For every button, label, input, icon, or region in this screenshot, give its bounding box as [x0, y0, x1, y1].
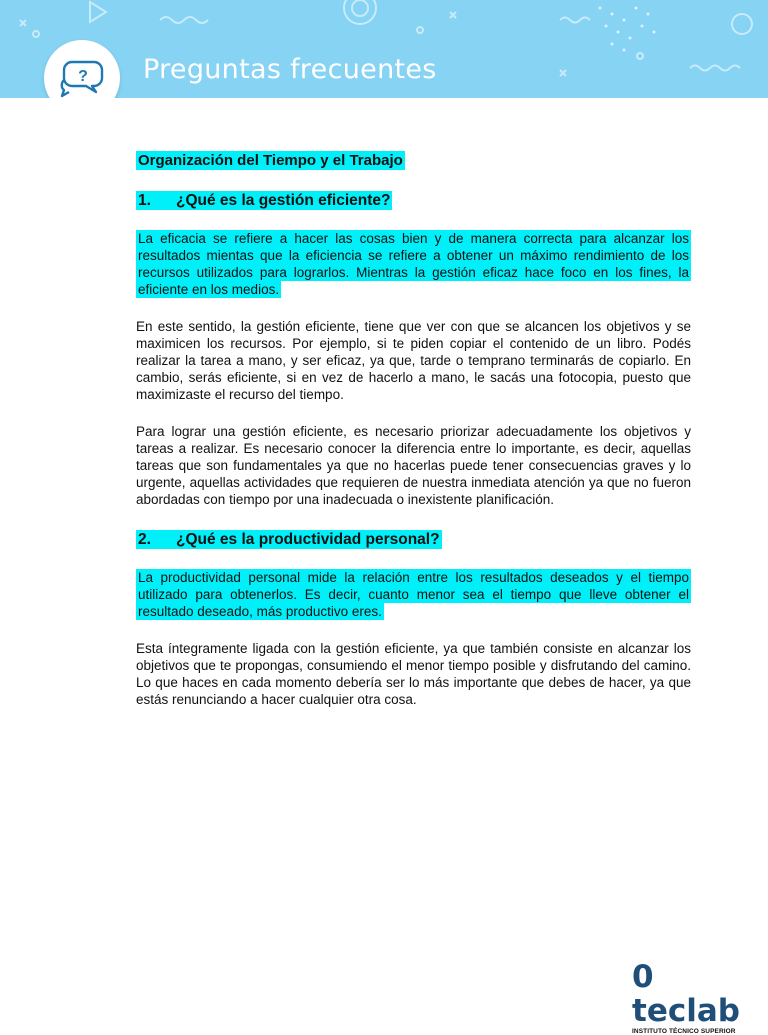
question-heading: [136, 192, 691, 210]
brand-name: 0 teclab: [632, 959, 740, 1029]
page-header: [0, 0, 768, 98]
paragraph: En este sentido, la gestión eficiente, tiene que ver con que se alcancen los objetivos y se maximicen los recursos. Por ejemplo, si te piden copiar el contenido de un libro. Podés realizar la tarea a mano, y ser eficaz, ya que, tarde o temprano terminarás de copiarlo. En cambio, serás eficiente, si en vez de hacerlo a mano, le sacás una fotocopia, puesto que maximizaste el recurso del tiempo.: [136, 319, 691, 402]
svg-text:?: ?: [78, 68, 88, 85]
highlighted-paragraph: La productividad personal mide la relación entre los resultados deseados y el tiempo utilizado para obtenerlos. Es decir, cuanto menor sea el tiempo que lleve obtener el resultado deseado, más productivo eres.: [138, 570, 689, 619]
question-heading: [136, 531, 691, 549]
paragraph: Esta íntegramente ligada con la gestión eficiente, ya que también consiste en alcanzar los objetivos que te propongas, consumiendo el menor tiempo posible y disfrutando del camino. Lo que haces en cada momento debería ser lo más importante que debes de hacer, ya que estás renunciando a hacer cualquier otra cosa.: [136, 641, 691, 707]
question-number: 1.: [138, 192, 151, 209]
brand-subtitle: INSTITUTO TÉCNICO SUPERIOR: [632, 1028, 736, 1035]
page-title: Preguntas frecuentes: [143, 54, 437, 85]
question-title: ¿Qué es la productividad personal?: [176, 531, 440, 548]
paragraph: Para lograr una gestión eficiente, es necesario priorizar adecuadamente los objetivos y tareas a realizar. Es necesario conocer la diferencia entre lo importante, es decir, aquellas tareas que son fundamentales ya que no hacerlas puede tener consecuencias graves y lo urgente, aquellas actividades que requieren de nuestra inmediata atención ya que no fueron abordadas con tiempo por una inadecuada o inexistente planificación.: [136, 424, 691, 507]
question-title: ¿Qué es la gestión eficiente?: [176, 192, 391, 209]
section-title: Organización del Tiempo y el Trabajo: [138, 152, 403, 169]
highlighted-paragraph: La eficacia se refiere a hacer las cosas bien y de manera correcta para alcanzar los resultados mientas que la eficiencia se refiere a obtener un máximo rendimiento de los recursos utilizados para lograrlos. Mientras la gestión eficaz hace foco en los fines, la eficiente en los medios.: [138, 231, 689, 297]
question-number: 2.: [138, 531, 151, 548]
chat-question-icon: [58, 56, 106, 98]
faq-content: [136, 152, 691, 708]
